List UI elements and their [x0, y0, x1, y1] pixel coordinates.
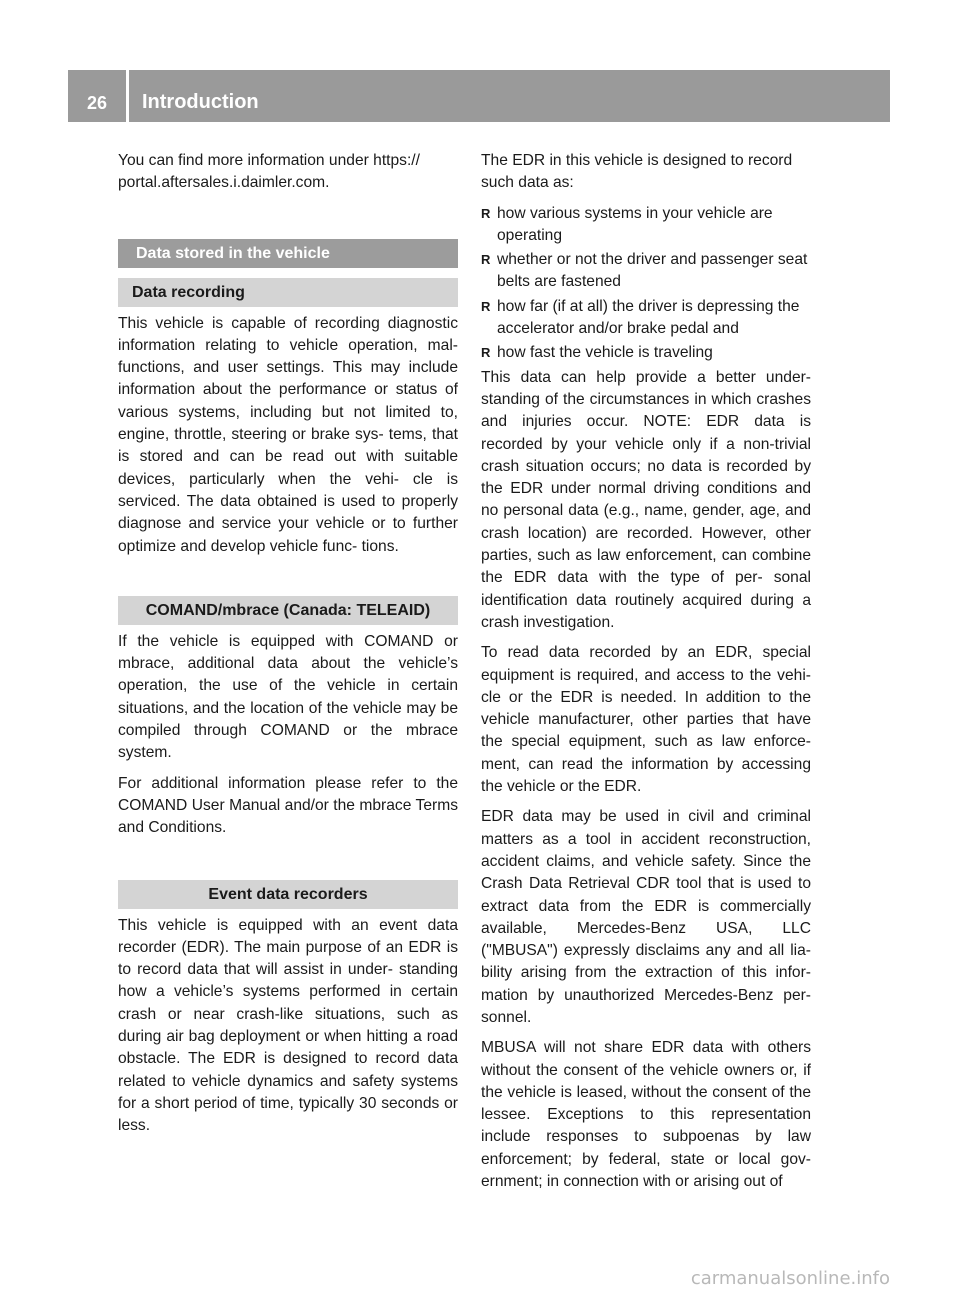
data-recording-text: This vehicle is capable of recording diagnostic information relating to vehicle operation, mal- functions, and user settings. This may include information about the performance or status of various systems, including but not limited to, engine, throttle, steering or brake sys- tems, that is stored and can be read out with suitable devices, particularly when the vehi- cle is serviced. The data obtained is used to properly diagnose and service your vehicle or to further optimize and develop vehicle func- tions.	[118, 314, 458, 555]
edr-paragraph-2: To read data recorded by an EDR, special equipment is required, and access to the vehi- cle or the EDR is needed. In addition to the vehicle manufacturer, other parties that have the special equipment, such as law enforce- ment, can read the information by accessing the vehicle or the EDR.	[481, 644, 811, 796]
header-divider	[126, 70, 129, 122]
list-item: R how far (if at all) the driver is depressing the accelerator and/or brake pedal and	[481, 297, 800, 338]
edr-bullet-list	[481, 203, 811, 365]
intro-text: You can find more information under https:// portal.aftersales.i.daimler.com.	[118, 152, 420, 192]
edr-intro: The EDR in this vehicle is designed to record such data as:	[481, 152, 793, 192]
bullet-icon: R	[481, 298, 491, 314]
edr-paragraph-4: MBUSA will not share EDR data with others without the consent of the vehicle owners or, if the vehicle is leased, without the consent of the lessee. Exceptions to this representation include responses to subpoenas by law enforcement; by federal, state or local gov- ernment; in connection with or arising out of	[481, 1039, 811, 1191]
edr-paragraph-3: EDR data may be used in civil and criminal matters as a tool in accident reconstruction, accident claims, and vehicle safety. Since the Crash Data Retrieval CDR tool that is used to extract data from the EDR is commercially available, Mercedes-Benz USA, LLC ("MBUSA") expressly disclaims any and all lia- bility arising from the extraction of this infor- mation by unauthorized Mercedes-Benz per- sonnel.	[481, 808, 811, 1026]
subsection-title-event-data: Event data recorders	[118, 880, 458, 909]
left-column	[118, 150, 458, 1146]
subsection-title-comand: COMAND/mbrace (Canada: TELEAID)	[118, 596, 458, 625]
list-item: R how various systems in your vehicle are operating	[481, 204, 773, 244]
bullet-icon: R	[481, 345, 491, 361]
comand-text-2: For additional information please refer to the COMAND User Manual and/or the mbrace Terms and Conditions.	[118, 774, 458, 837]
chapter-title: Introduction	[142, 91, 259, 113]
bullet-icon: R	[481, 205, 491, 221]
bullet-icon: R	[481, 252, 491, 268]
list-item: R how fast the vehicle is traveling	[481, 342, 811, 364]
comand-text-1: If the vehicle is equipped with COMAND or mbrace, additional data about the vehicle’s operation, the use of the vehicle in certain situations, and the location of the vehicle may be compiled through COMAND or the mbrace system.	[118, 632, 458, 762]
section-title-data-stored: Data stored in the vehicle	[118, 239, 458, 268]
page-number: 26	[86, 93, 108, 113]
subsection-title-data-recording: Data recording	[118, 278, 458, 307]
right-column	[481, 150, 811, 1201]
edr-paragraph-1: This data can help provide a better under- standing of the circumstances in which crashes and injuries occur. NOTE: EDR data is recorded by your vehicle only if a non-trivial crash situation occurs; no data is recorded by the EDR under normal driving conditions and no personal data (e.g., name, gender, age, and crash location) are recorded. However, other parties, such as law enforcement, can combine the EDR data with the type of per- sonal identification data routinely acquired during a crash investigation.	[481, 368, 811, 631]
watermark: carmanualsonline.info	[690, 1268, 890, 1289]
event-data-text: This vehicle is equipped with an event data recorder (EDR). The main purpose of an EDR is to record data that will assist in under- standing how a vehicle’s systems performed in certain crash or near crash-like situations, such as during air bag deployment or when hitting a road obstacle. The EDR is designed to record data related to vehicle dynamics and safety systems for a short period of time, typically 30 seconds or less.	[118, 916, 458, 1135]
list-item: R whether or not the driver and passenger seat belts are fastened	[481, 251, 808, 291]
